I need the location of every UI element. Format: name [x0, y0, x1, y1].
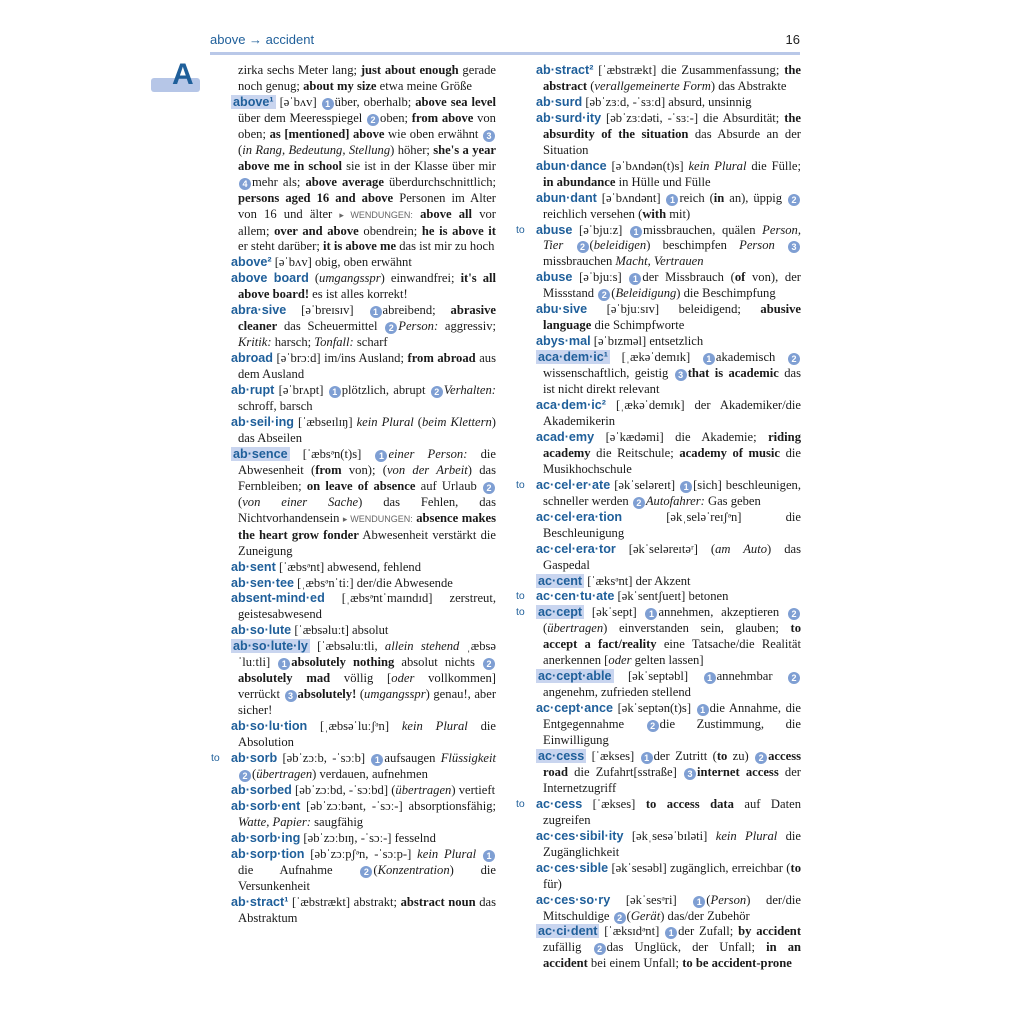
dictionary-entry: abra·sive [əˈbreɪsɪv] 1 abreibend; abrasive cleaner das Scheuermittel 2 Person: aggressiv; Kritik: harsch; Tonfall: scharf [231, 303, 496, 350]
page-number: 16 [785, 32, 800, 47]
dictionary-entry: ac·ces·sible [əkˈsesəbl] zugänglich, erreichbar (to für) [536, 860, 801, 891]
left-column [211, 63, 497, 926]
dictionary-entry: abun·dance [əˈbʌndən(t)s] kein Plural die Fülle; in abundance in Hülle und Fülle [536, 158, 801, 189]
dictionary-entry: above² [əˈbʌv] obig, oben erwähnt [231, 255, 412, 270]
sense-number-badge: 1 [322, 98, 334, 110]
headword: above board [231, 271, 309, 286]
dictionary-entry: above board (umgangsspr) einwandfrei; it's all above board! es ist alles korrekt! [231, 271, 496, 302]
sense-number-badge: 1 [641, 752, 653, 764]
sense-number-badge: 2 [385, 322, 397, 334]
headword: abra·sive [231, 303, 287, 318]
sense-number-badge: 2 [598, 289, 610, 301]
headword: aca·dem·ic¹ [538, 350, 608, 365]
headword: ac·cept·ance [536, 701, 613, 716]
dictionary-entry: ab·rupt [əˈbrʌpt] 1 plötzlich, abrupt 2 Verhalten: schroff, barsch [231, 383, 496, 414]
sense-number-badge: 2 [594, 943, 606, 955]
sense-number-badge: 1 [329, 386, 341, 398]
headword: ab·stract² [536, 63, 594, 77]
sense-number-badge: 1 [645, 608, 657, 620]
sense-number-badge: 1 [697, 704, 709, 716]
sense-number-badge: 2 [788, 608, 800, 620]
dictionary-entry: abroad [əˈbrɔːd] im/ins Ausland; from abroad aus dem Ausland [231, 351, 496, 382]
dictionary-entry: aca·dem·ic² [ˌækəˈdemɪk] der Akademiker/die Akademikerin [536, 398, 801, 428]
sense-number-badge: 2 [577, 241, 589, 253]
sense-number-badge: 2 [647, 720, 659, 732]
sense-number-badge: 2 [239, 770, 251, 782]
headword: abun·dance [536, 158, 607, 173]
headword: ac·cel·era·tor [536, 541, 616, 556]
headword: ac·cel·era·tion [536, 509, 623, 524]
dictionary-entry: ab·so·lute·ly [ˈæbsəluːtli, allein stehend ˌæbsəˈluːtli] 1 absolutely nothing absolut nichts 2absolutely mad völlig [oder vollkommen] verrückt 3 absolutely! (umgangsspr) genau!, aber sicher! [233, 639, 497, 718]
headword: ab·sorb·ent [231, 798, 301, 813]
headword: ab·sorb·ing [231, 830, 301, 845]
dictionary-entry: ab·sent [ˈæbsᵊnt] abwesend, fehlend [231, 559, 422, 574]
dictionary-entry: ac·cel·era·tor [əkˈseləreɪtəʳ] (am Auto) das Gaspedal [536, 541, 801, 572]
sense-number-badge: 1 [483, 850, 495, 862]
headword: ab·rupt [231, 383, 275, 398]
headword: ab·stract¹ [231, 894, 289, 909]
dictionary-entry: ac·cel·era·tion [əkˌseləˈreɪʃᵊn] die Beschleunigung [536, 509, 801, 540]
dictionary-entry: acad·emy [əˈkædəmi] die Akademie; riding academy die Reitschule; academy of music die Musikhochschule [536, 429, 801, 476]
sense-number-badge: 1 [278, 658, 290, 670]
headword: ab·so·lute [231, 623, 292, 638]
headword: above¹ [233, 94, 274, 109]
sense-number-badge: 2 [483, 658, 495, 670]
headword: ab·so·lu·tion [231, 719, 308, 734]
headword: ab·sen·tee [231, 575, 294, 590]
headword: acad·emy [536, 429, 595, 444]
dictionary-entry: ab·sorb·ing [əbˈzɔːbɪŋ, -ˈsɔː-] fesselnd [231, 830, 436, 845]
header-rule [210, 52, 800, 55]
dictionary-entry: absent-mind·ed [ˌæbsᵊntˈmaɪndɪd] zerstreut, geistesabwesend [231, 591, 496, 622]
sense-number-badge: 3 [675, 369, 687, 381]
right-column [516, 63, 802, 972]
dictionary-entry: ab·sorb·ent [əbˈzɔːbənt, -ˈsɔː-] absorptionsfähig; Watte, Papier: saugfähig [231, 798, 496, 829]
sense-number-badge: 1 [693, 896, 705, 908]
sense-number-badge: 2 [614, 912, 626, 924]
dictionary-entry: ac·ces·so·ry [əkˈsesᵊri] 1 (Person) der/die Mitschuldige 2 (Gerät) das/der Zubehör [536, 892, 801, 923]
sense-number-badge: 1 [370, 306, 382, 318]
sense-number-badge: 2 [788, 353, 800, 365]
headword: ab·surd·ity [536, 110, 602, 125]
sense-number-badge: 2 [788, 194, 800, 206]
headword: ac·cess [536, 796, 583, 811]
sense-number-badge: 2 [755, 752, 767, 764]
dictionary-entry: ac·ces·sibil·ity [əkˌsesəˈbɪləti] kein Plural die Zugänglichkeit [536, 828, 801, 859]
dictionary-entry: abuse [əˈbjuːs] 1 der Missbrauch (of von), der Missstand 2 (Beleidigung) die Beschimpfung [536, 270, 801, 301]
dictionary-entry: ab·so·lu·tion [ˌæbsəˈluːʃᵊn] kein Plural die Absolution [231, 719, 496, 750]
sense-number-badge: 1 [680, 481, 692, 493]
headword: abroad [231, 351, 273, 366]
verb-marker: to [211, 751, 220, 764]
dictionary-entry: to ab·sorb [əbˈzɔːb, -ˈsɔːb] 1 aufsaugen Flüssigkeit 2 (übertragen) verdauen, aufnehmen [211, 750, 496, 781]
headword: ab·seil·ing [231, 414, 294, 429]
sense-number-badge: 2 [367, 114, 379, 126]
dictionary-entry: ab·so·lute [ˈæbsəluːt] absolut [231, 623, 389, 638]
verb-marker: to [516, 590, 525, 603]
sense-number-badge: 2 [483, 482, 495, 494]
headword: abuse [536, 270, 573, 285]
dictionary-entry: to ac·cept [əkˈsept] 1 annehmen, akzeptieren 2(übertragen) einverstanden sein, glauben; to accept a fact/reality eine Tatsache/die Realität anerkennen [oder gelten lassen] [516, 605, 801, 668]
dictionary-entry: abun·dant [əˈbʌndənt] 1 reich (in an), üppig 2reichlich versehen (with mit) [536, 191, 801, 223]
dictionary-entry: ab·surd [əbˈzɜːd, -ˈsɜːd] absurd, unsinnig [536, 94, 752, 109]
headword: ac·ces·sibil·ity [536, 828, 624, 843]
headword: ab·sorp·tion [231, 846, 305, 861]
dictionary-entry: ac·cent [ˈæksᵊnt] der Akzent [538, 573, 691, 588]
dictionary-entry: above¹ [əˈbʌv] 1 über, oberhalb; above sea level über dem Meeresspiegel 2 oben; from above von oben; as [mentioned] above wie oben erwähnt 3(in Rang, Bedeutung, Stellung) höher; she's a year above me in school sie ist in der Klasse über mir 4 mehr als; above average überdurchschnittlich; persons aged 16 and above Personen im Alter von 16 und älter ▸ WENDUNGEN: above all vor allem; over and above obendrein; he is above it er steht darüber; it is above me das ist mir zu hoch [233, 94, 497, 254]
headword: ac·cept·able [538, 669, 612, 684]
dictionary-entry: to abuse [əˈbjuːz] 1 missbrauchen, quälen Person, Tier 2 (beleidigen) beschimpfen Person 3missbrauchen Macht, Vertrauen [516, 222, 801, 269]
headword: above² [231, 255, 272, 270]
verb-marker: to [516, 478, 525, 491]
sense-number-badge: 2 [633, 497, 645, 509]
headword: ab·surd [536, 94, 583, 109]
dictionary-entry: ab·stract² [ˈæbstrækt] die Zusammenfassung; the abstract (verallgemeinerte Form) das Abstrakte [536, 63, 801, 93]
headword: ac·cess [538, 748, 585, 763]
sense-number-badge: 1 [704, 672, 716, 684]
dictionary-entry: to ac·cen·tu·ate [əkˈsentʃueɪt] betonen [516, 589, 729, 604]
dictionary-entry: ac·ci·dent [ˈæksɪdᵊnt] 1 der Zufall; by accident zufällig 2 das Unglück, der Unfall; in an accident bei einem Unfall; to be accident-prone [538, 924, 802, 971]
headword: abuse [536, 222, 573, 237]
sense-number-badge: 1 [703, 353, 715, 365]
sense-number-badge: 1 [666, 194, 678, 206]
sense-number-badge: 3 [788, 241, 800, 253]
running-header [210, 32, 800, 52]
dictionary-entry: ab·sence [ˈæbsᵊn(t)s] 1 einer Person: die Abwesenheit (from von); (von der Arbeit) das Fernbleiben; on leave of absence auf Urlaub 2(von einer Sache) das Fehlen, das Nichtvorhandensein ▸ WENDUNGEN: absence makes the heart grow fonder Abwesenheit verstärkt die Zuneigung [233, 446, 496, 558]
usage-label: ▸ WENDUNGEN: [342, 513, 413, 524]
sense-number-badge: 2 [431, 386, 443, 398]
dictionary-entry: ab·sen·tee [ˌæbsᵊnˈtiː] der/die Abwesende [231, 575, 453, 590]
dictionary-entry: ab·seil·ing [ˈæbseɪlɪŋ] kein Plural (beim Klettern) das Abseilen [231, 414, 496, 445]
sense-number-badge: 1 [630, 226, 642, 238]
dictionary-entry: ab·sorbed [əbˈzɔːbd, -ˈsɔːbd] (übertragen) vertieft [231, 782, 496, 797]
sense-number-badge: 1 [375, 450, 387, 462]
headword: abu·sive [536, 302, 588, 317]
usage-label: ▸ WENDUNGEN: [339, 209, 413, 220]
headword: ac·cent [538, 573, 583, 588]
headword: ac·ci·dent [538, 924, 598, 939]
headword: ab·sence [233, 446, 288, 461]
sense-number-badge: 3 [684, 768, 696, 780]
header-guide-words: above → accident [210, 32, 315, 47]
headword: ab·sorbed [231, 782, 292, 797]
sense-number-badge: 1 [665, 927, 677, 939]
verb-marker: to [516, 606, 525, 619]
dictionary-entry: ac·cept·ance [əkˈseptən(t)s] 1 die Annahme, die Entgegennahme 2 die Zustimmung, die Einwilligung [536, 701, 801, 748]
headword: ac·ces·so·ry [536, 892, 611, 907]
letter-tab-label: A [172, 58, 194, 91]
headword: aca·dem·ic² [536, 398, 606, 413]
dictionary-entry: to ac·cess [ˈækses] to access data auf Daten zugreifen [516, 796, 802, 827]
sense-number-badge: 3 [285, 690, 297, 702]
sense-number-badge: 2 [788, 672, 800, 684]
headword: abun·dant [536, 190, 597, 205]
headword: ac·ces·sible [536, 860, 609, 875]
dictionary-entry: abys·mal [əˈbɪzməl] entsetzlich [536, 334, 704, 349]
dictionary-entry: ab·surd·ity [əbˈzɜːdəti, -ˈsɜː-] die Absurdität; the absurdity of the situation das Absurde an der Situation [536, 110, 801, 157]
headword: ab·sent [231, 559, 276, 574]
headword: ac·cept [538, 605, 583, 620]
verb-marker: to [516, 223, 525, 236]
sense-number-badge: 1 [629, 273, 641, 285]
headword: ab·sorb [231, 750, 278, 765]
dictionary-entry: ab·sorp·tion [əbˈzɔːpʃᵊn, -ˈsɔːp-] kein Plural 1die Aufnahme 2 (Konzentration) die Versunkenheit [231, 846, 496, 893]
headword: absent-mind·ed [231, 591, 325, 606]
headword: ac·cel·er·ate [536, 477, 611, 492]
verb-marker: to [516, 797, 525, 810]
sense-number-badge: 2 [360, 866, 372, 878]
headword: ac·cen·tu·ate [536, 589, 615, 604]
headword: ab·so·lute·ly [233, 639, 308, 654]
dictionary-entry: abu·sive [əˈbjuːsɪv] beleidigend; abusive language die Schimpfworte [536, 302, 801, 333]
sense-number-badge: 3 [483, 130, 495, 142]
sense-number-badge: 1 [371, 754, 383, 766]
dictionary-entry: ac·cept·able [əkˈseptəbl] 1 annehmbar 2angenehm, zufrieden stellend [536, 669, 801, 701]
dictionary-entry: ac·cess [ˈækses] 1 der Zutritt (to zu) 2 access road die Zufahrt[sstraße] 3 internet access der Internetzugriff [538, 748, 801, 795]
dictionary-entry: ab·stract¹ [ˈæbstrækt] abstrakt; abstract noun das Abstraktum [231, 894, 496, 925]
dictionary-entry: aca·dem·ic¹ [ˌækəˈdemɪk] 1 akademisch 2wissenschaftlich, geistig 3 that is academic das ist nicht direkt relevant [538, 350, 802, 397]
entry-continuation: zirka sechs Meter lang; just about enough gerade noch genug; about my size etwa meine Größe [238, 63, 496, 93]
dictionary-entry: to ac·cel·er·ate [əkˈseləreɪt] 1 [sich] beschleunigen, schneller werden 2 Autofahrer: Gas geben [516, 477, 801, 508]
sense-number-badge: 4 [239, 178, 251, 190]
headword: abys·mal [536, 334, 591, 349]
